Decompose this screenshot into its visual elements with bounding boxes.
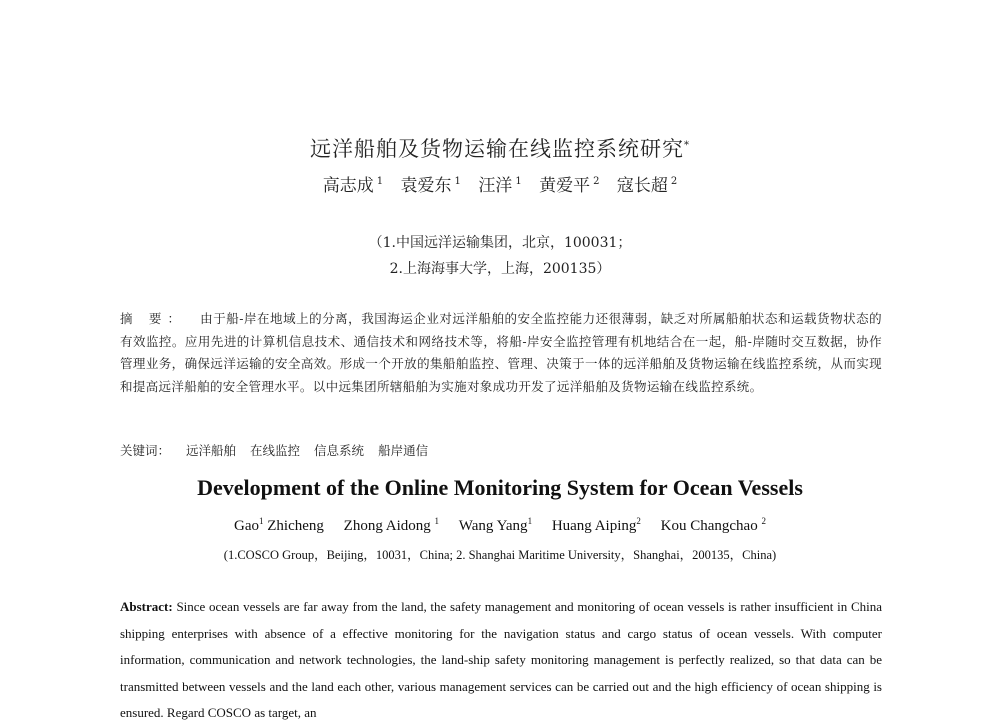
english-affiliation: (1.COSCO Group，Beijing，10031，China; 2. Shanghai Maritime University，Shanghai，200135，China)	[223, 548, 777, 562]
english-authors	[0, 516, 1000, 535]
chinese-keywords-label: 关键词：	[120, 443, 171, 458]
chinese-abstract-text: 由于船-岸在地域上的分离，我国海运企业对远洋船舶的安全监控能力还很薄弱，缺乏对所属船舶状态和运载货物状态的有效监控。应用先进的计算机信息技术、通信技术和网络技术等，将船-岸安全监控管理有机地结合在一起，船-岸随时交互数据，协作管理业务，确保远洋运输的安全高效。形成一个开放的集船舶监控、管理、决策于一体的远洋船舶及货物运输在线监控系统，从而实现和提高远洋船舶的安全管理水平。以中远集团所辖船舶为实施对象成功开发了远洋船舶及货物运输在线监控系统。	[120, 311, 882, 394]
chinese-keywords	[120, 441, 882, 459]
author: 袁爱东 $^1$	[400, 176, 461, 196]
author: Kou Changchao $^2$	[660, 516, 766, 534]
author: Huang Aiping$^2$	[551, 516, 641, 534]
chinese-title-text: 远洋船舶及货物运输在线监控系统研究	[310, 137, 684, 161]
author: 汪洋 $^1$	[478, 176, 522, 196]
chinese-abstract-label: 摘 要：	[120, 311, 187, 326]
chinese-title	[0, 133, 1000, 163]
keyword: 船岸通信	[378, 443, 429, 458]
author: Wang Yang$^1$	[458, 516, 533, 534]
keyword: 在线监控	[250, 443, 301, 458]
title-footnote-mark: *	[684, 140, 690, 151]
chinese-affiliation-line1: （1.中国远洋运输集团，北京，100031；	[368, 235, 632, 251]
keyword: 信息系统	[314, 443, 365, 458]
chinese-abstract	[120, 308, 882, 398]
author: 高志成 $^1$	[322, 176, 384, 196]
english-abstract	[120, 594, 882, 727]
english-abstract-text: Since ocean vessels are far away from the land, the safety management and monitoring of ocean vessels is rather insufficient in China shipping enterprises with absence of a effective monitoring for the navigation status and cargo status of ocean vessels. With computer information, communication and network technologies, the land-ship safety monitoring management is perfectly realized, so that data can be transmitted between vessels and the land each other, various management services can be carried out and the high efficiency of ocean shipping is ensured. Regard COSCO as target, an	[120, 599, 882, 720]
author: Gao$^1$ Zhicheng	[234, 516, 324, 534]
author: Zhong Aidong $^1$	[343, 516, 440, 534]
author: 寇长超 $^2$	[616, 176, 678, 196]
chinese-authors	[0, 171, 1000, 196]
english-title: Development of the Online Monitoring System for Ocean Vessels	[197, 475, 803, 500]
author: 黄爱平 $^2$	[539, 176, 600, 196]
keyword: 远洋船舶	[186, 443, 237, 458]
english-abstract-label: Abstract:	[120, 599, 173, 614]
chinese-affiliation-line2: 2.上海海事大学，上海，200135）	[389, 261, 611, 277]
